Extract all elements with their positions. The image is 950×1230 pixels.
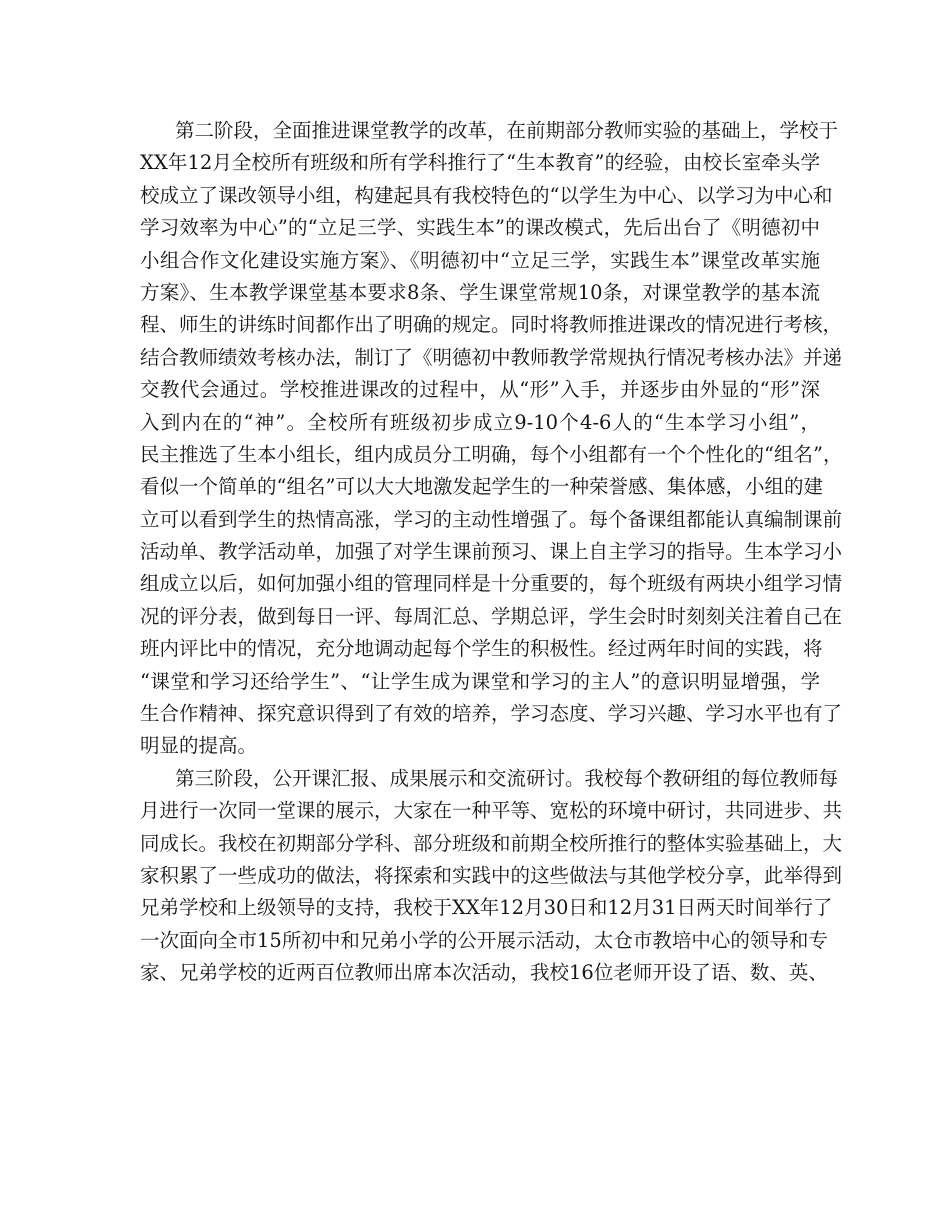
paragraph-2-line-2: 月进行一次同一堂课的展示，大家在一种平等、宽松的环境中研讨，共同进步、共 [140, 799, 843, 823]
paragraph-1-line-7: 程、师生的讲练时间都作出了明确的规定。同时将教师推进课改的情况进行考核， [140, 313, 843, 337]
paragraph-1-line-11: 民主推选了生本小组长，组内成员分工明确，每个小组都有一个个性化的“组名”， [140, 442, 843, 466]
paragraph-1-line-14: 活动单、教学活动单，加强了对学生课前预习、课上自主学习的指导。生本学习小 [140, 540, 843, 564]
document-body [140, 115, 843, 990]
paragraph-2-line-7: 家、兄弟学校的近两百位教师出席本次活动，我校16位老师开设了语、数、英、 [140, 961, 828, 985]
paragraph-1-line-5: 小组合作文化建设实施方案》、《明德初中“立足三学，实践生本”课堂改革实施 [140, 248, 820, 272]
paragraph-1-line-9: 交教代会通过。学校推进课改的过程中，从“形”入手，并逐步由外显的“形”深 [140, 378, 820, 402]
paragraph-1-line-17: 班内评比中的情况，充分地调动起每个学生的积极性。经过两年时间的实践，将 [140, 637, 823, 661]
paragraph-2-line-5: 兄弟学校和上级领导的支持，我校于XX年12月30日和12月31日两天时间举行了 [140, 896, 833, 920]
paragraph-2-line-6: 一次面向全市15所初中和兄弟小学的公开展示活动，太仓市教培中心的领导和专 [140, 928, 828, 952]
paragraph-1-line-18: “课堂和学习还给学生”、“让学生成为课堂和学习的主人”的意识明显增强，学 [140, 669, 820, 693]
paragraph-1-line-13: 立可以看到学生的热情高涨，学习的主动性增强了。每个备课组都能认真编制课前 [140, 507, 843, 531]
paragraph-2-line-3: 同成长。我校在初期部分学科、部分班级和前期全校所推行的整体实验基础上，大 [140, 831, 843, 855]
paragraph-1-line-3: 校成立了课改领导小组，构建起具有我校特色的“以学生为中心、以学习为中心和 [140, 183, 833, 207]
paragraph-1-line-8: 结合教师绩效考核办法，制订了《明德初中教师教学常规执行情况考核办法》并递 [140, 345, 843, 369]
paragraph-1-line-10: 入到内在的“神”。全校所有班级初步成立9-10个4-6人的“生本学习小组”， [140, 410, 820, 434]
paragraph-1-line-2: XX年12月全校所有班级和所有学科推行了“生本教育”的经验，由校长室牵头学 [140, 151, 820, 175]
paragraph-1-line-4: 学习效率为中心”的“立足三学、实践生本”的课改模式，先后出台了《明德初中 [140, 216, 820, 240]
paragraph-1-line-20: 明显的提高。 [140, 734, 258, 758]
paragraph-1-line-6: 方案》、生本教学课堂基本要求8条、学生课堂常规10条，对课堂教学的基本流 [140, 280, 820, 304]
paragraph-1-line-16: 况的评分表，做到每日一评、每周汇总、学期总评，学生会时时刻刻关注着自己在 [140, 604, 843, 628]
paragraph-1-line-19: 生合作精神、探究意识得到了有效的培养，学习态度、学习兴趣、学习水平也有了 [140, 702, 843, 726]
paragraph-1-line-15: 组成立以后，如何加强小组的管理同样是十分重要的，每个班级有两块小组学习情 [140, 572, 843, 596]
paragraph-1-line-1: 第二阶段，全面推进课堂教学的改革，在前期部分教师实验的基础上，学校于 [175, 119, 839, 142]
paragraph-2-line-1: 第三阶段，公开课汇报、成果展示和交流研讨。我校每个教研组的每位教师每 [175, 766, 839, 790]
paragraph-1-line-12: 看似一个简单的“组名”可以大大地激发起学生的一种荣誉感、集体感，小组的建 [140, 475, 823, 499]
paragraph-2-line-4: 家积累了一些成功的做法，将探索和实践中的这些做法与其他学校分享，此举得到 [140, 863, 843, 887]
